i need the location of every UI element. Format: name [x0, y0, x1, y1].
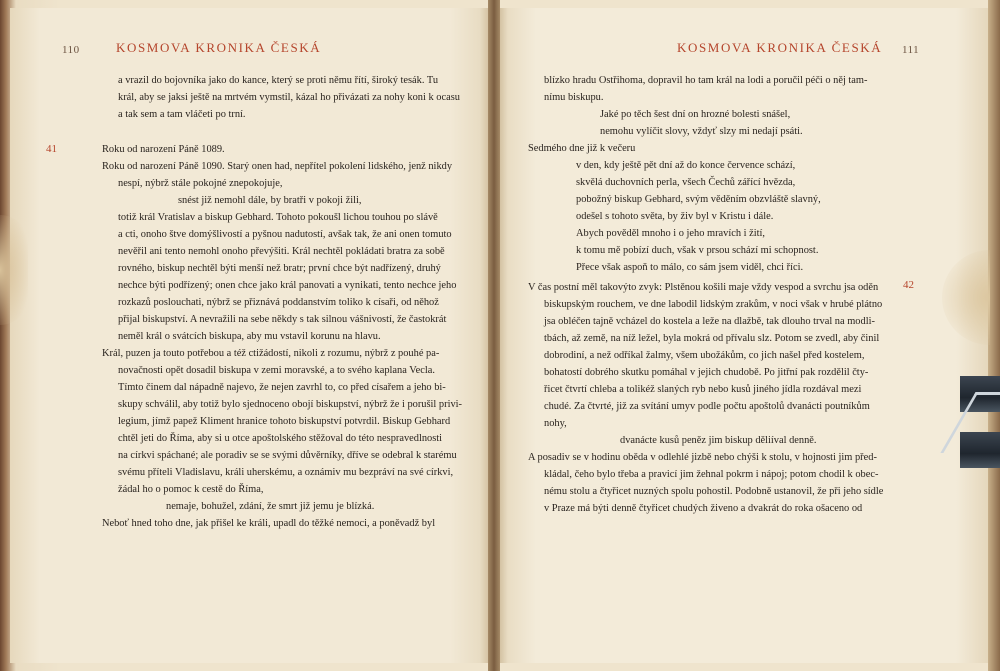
text-line: dobrodiní, a než odříkal žalmy, všem ubožákům, co jich našel před kostelem, — [544, 350, 865, 361]
text-line: Neboť hned toho dne, jak přišel ke králi, upadl do těžké nemoci, a poněvadž byl — [102, 518, 436, 529]
text-line: přijal biskupství. A nevražili na sebe někdy s tak silnou vášnivostí, že častokrát — [118, 314, 447, 325]
text-line: tbách, až země, na níž ležel, byla mokrá od přívalu slz. Potom se zvedl, aby činil — [544, 333, 880, 344]
text-line: v Praze má býti denně čtyřicet chudých živeno a dvakrát do roka ošaceno od — [544, 503, 863, 514]
text-line: král, aby se jaksi ještě na mrtvém vymstil, kázal ho přivázati za nohy koni k ocasu — [118, 92, 460, 103]
text-line: rozkazů poslouchati, nýbrž se přiznává poddanstvím toliko k císaři, od něhož — [118, 297, 439, 308]
text-line: Abych pověděl mnoho i o jeho mravích i žití, — [576, 228, 766, 239]
text-line: totiž král Vratislav a biskup Gebhard. Tohoto pokoušl lichou touhou po slávě — [118, 212, 438, 223]
left-margin-number: 41 — [46, 143, 57, 155]
text-line: nemaje, bohužel, zdání, že smrt již jemu je blízká. — [166, 501, 375, 512]
text-line: A posadiv se v hodinu oběda v odlehlé jizbě nebo chýši k stolu, v hojnosti jim před- — [528, 452, 877, 463]
text-line: bohatostí dobrého skutku pomáhal v jejich chudobě. Po jitřní pak rozdělil čty- — [544, 367, 869, 378]
right-page-number: 111 — [902, 44, 920, 56]
text-line: legium, jímž papež Kliment hranice tohoto biskupství potvrdil. Biskup Gebhard — [118, 416, 451, 427]
text-line: Jaké po těch šest dní on hrozné bolesti snášel, — [600, 109, 791, 120]
right-margin-number: 42 — [903, 279, 914, 291]
text-line: Král, puzen ja touto potřebou a též ctižádostí, nikoli z rozumu, nýbrž z pouhé pa- — [102, 348, 440, 359]
text-line: V čas postní měl takovýto zvyk: Plstěnou košili maje vždy vespod a svrchu jsa oděn — [528, 282, 879, 293]
text-line: blízko hradu Ostřihoma, dopravil ho tam král na lodi a poručil péči o něj tam- — [544, 75, 868, 86]
text-line: jsa obléčen tajně vcházel do kostela a leže na dlažbě, tak dlouho trval na modli- — [544, 316, 875, 327]
text-line: skupy schválil, aby totiž bylo sjednoceno obojí biskupství, nýbrž že i porušil privi- — [118, 399, 462, 410]
text-line: řicet čtvrtí chleba a tolikéž slaných ryb nebo kusů jiného jídla rozdával mezi — [544, 384, 862, 395]
text-line: na církvi spáchané; ale poradiv se se svými důvěrníky, dříve se odebral k starému — [118, 450, 457, 461]
text-line: v den, kdy ještě pět dní až do konce července schází, — [576, 160, 796, 171]
text-line: nohy, — [544, 418, 567, 429]
text-line: Roku od narození Páně 1089. — [102, 144, 225, 155]
text-line: nespí, nýbrž stále pokojné znepokojuje, — [118, 178, 283, 189]
text-line: žádal ho o pomoc k cestě do Říma, — [118, 484, 264, 495]
text-line: snést již nemohl dále, by bratři v pokoji žili, — [178, 195, 362, 206]
text-line: nému stolu a čtyřicet nuzných spolu pohostil. Podobně ustanovil, že při jeho sídle — [544, 486, 884, 497]
text-line: novačnosti opět dosadil biskupa v zemi moravské, a to svého kaplana Vecla. — [118, 365, 435, 376]
left-stain — [0, 215, 28, 325]
text-line: a tak sem a tam vláčeti po trní. — [118, 109, 246, 120]
text-line: a cti, onoho štve domýšlivostí a pyšnou nadutostí, avšak tak, že ani onen tomuto — [118, 229, 452, 240]
right-running-head: KOSMOVA KRONIKA ČESKÁ — [677, 40, 883, 55]
text-line: pobožný biskup Gebhard, svým věděním obzvláště slavný, — [576, 194, 821, 205]
text-line: neměl král o svátcích biskupa, aby mu vstavil korunu na hlavu. — [118, 331, 381, 342]
text-line: nechce býti podřízený; onen chce jako král panovati a vynikati, tento nechce jeho — [118, 280, 457, 291]
text-line: dvanácte kusů peněz jim biskup děliíval denně. — [620, 435, 817, 446]
left-running-head: KOSMOVA KRONIKA ČESKÁ — [116, 40, 322, 55]
left-page-number: 110 — [62, 44, 80, 56]
text-line: kládal, čeho bylo třeba a pravicí jim žehnal pokrm i nápoj; potom chodil k obec- — [544, 469, 879, 480]
text-line: Sedmého dne již k večeru — [528, 143, 636, 154]
text-line: a vrazil do bojovníka jako do kance, který se proti němu řítí, široký tesák. Tu — [118, 75, 439, 86]
text-line: odešel s tohoto světa, by živ byl v Kristu i dále. — [576, 211, 774, 222]
text-line: rovného, biskup nechtěl býti menší než bratr; první chce být nadřízený, druhý — [118, 263, 441, 274]
text-line: k tomu mě pobízí duch, však v prsou schází mi schopnost. — [576, 245, 819, 256]
text-line: Přece však aspoň to málo, co sám jsem viděl, chci říci. — [576, 262, 804, 273]
text-line: Roku od narození Páně 1090. Starý onen had, nepřítel pokolení lidského, jenž nikdy — [102, 161, 453, 172]
text-line: svému příteli Vladislavu, králi uherskému, a oznámiv mu bezpráví na své církvi, — [118, 467, 454, 478]
text-line: skvělá duchovních perla, všech Čechů zářící hvězda, — [576, 177, 796, 188]
text-line: nímu biskupu. — [544, 92, 604, 103]
text-line: nemohu vylíčit slovy, vždyť slzy mi nedají psáti. — [600, 126, 803, 137]
text-line: nevěřil ani tento nemohl onoho převýšiti. Král nechtěl pokládati bratra za sobě — [118, 246, 445, 257]
text-line: biskupským rouchem, ve dne labodil lidským zrakům, v noci však v hrubé plátno — [544, 299, 883, 310]
text-line: chtěl jeti do Říma, aby si u otce apoštolského stěžoval do této nespravedlnosti — [118, 433, 443, 444]
text-line: Tímto činem dal nápadně najevo, že nejen zavrhl to, co před císařem a jeho bi- — [118, 382, 446, 393]
text-line: chudé. Za čtvrté, již za svítání umyv podle počtu apoštolů dvanácti poutníkům — [544, 401, 870, 412]
book-gutter — [488, 0, 500, 671]
